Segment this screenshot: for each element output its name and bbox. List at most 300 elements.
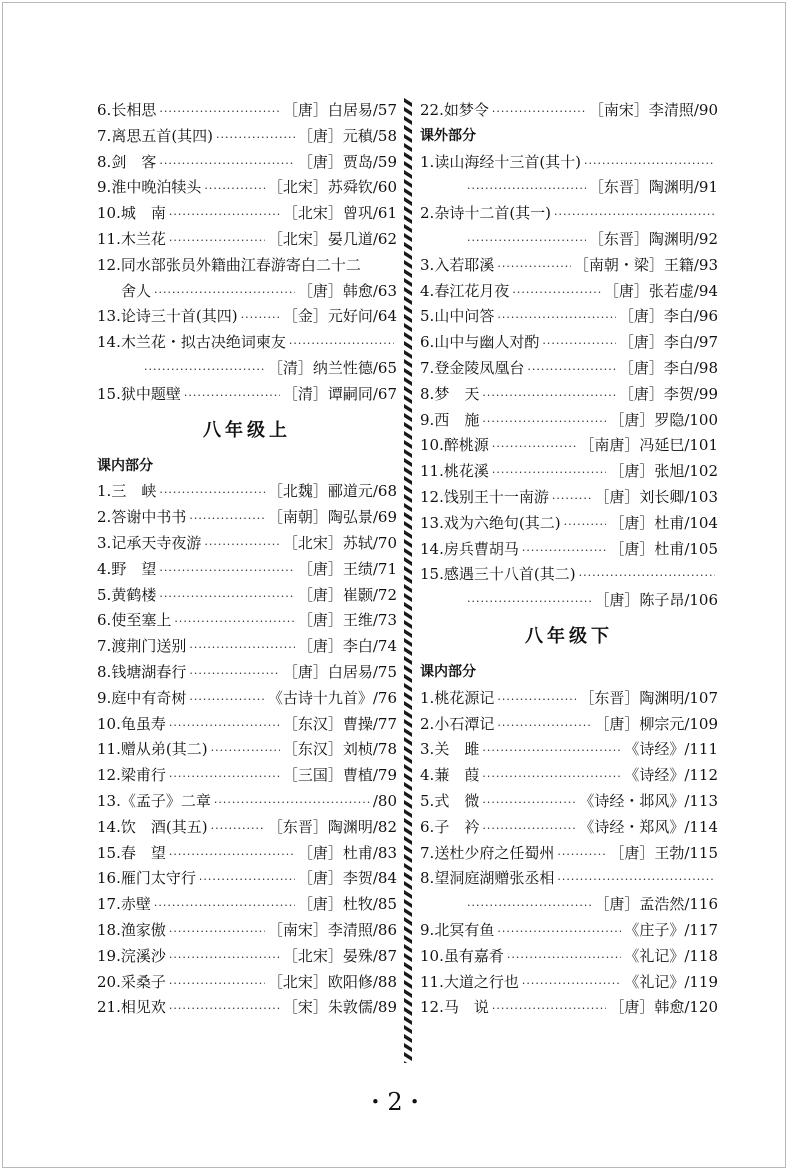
entry-source-page: ［唐］元稹/58 bbox=[297, 126, 397, 145]
rope-segment bbox=[404, 854, 412, 863]
toc-entry-continuation bbox=[420, 588, 718, 614]
toc-entry bbox=[97, 531, 397, 557]
entry-title: 渔家傲 bbox=[120, 920, 166, 939]
toc-entry bbox=[97, 557, 397, 583]
entry-source-page: ［东晋］陶渊明/107 bbox=[579, 688, 718, 707]
entry-title: 如梦令 bbox=[443, 101, 489, 119]
entry-title: 饯别王十一南游 bbox=[443, 487, 549, 506]
entry-source-page: ［北宋］欧阳修/88 bbox=[267, 972, 397, 991]
dot-leader bbox=[204, 176, 265, 202]
entry-title: 钱塘湖春行 bbox=[111, 662, 187, 681]
entry-title: 醉桃源 bbox=[443, 436, 489, 455]
toc-entry bbox=[420, 763, 718, 789]
entry-title: 黄鹤楼 bbox=[111, 585, 157, 604]
entry-source-page: ［唐］崔颢/72 bbox=[297, 585, 397, 604]
rope-segment bbox=[404, 737, 412, 746]
toc-entry bbox=[420, 382, 718, 408]
rope-segment bbox=[404, 638, 412, 647]
entry-source-page: 《礼记》/118 bbox=[624, 946, 718, 965]
dot-leader bbox=[527, 357, 616, 383]
toc-entry bbox=[97, 382, 397, 408]
rope-segment bbox=[404, 548, 412, 557]
entry-number: 5. bbox=[420, 791, 435, 810]
toc-entry bbox=[97, 175, 397, 201]
entry-source-page: ［东晋］陶渊明/92 bbox=[588, 229, 718, 248]
dot-leader bbox=[579, 563, 715, 589]
dot-leader bbox=[199, 867, 295, 893]
entry-source-page: ［三国］曹植/79 bbox=[282, 766, 397, 785]
rope-segment bbox=[404, 692, 412, 701]
dot-leader bbox=[554, 202, 715, 228]
entry-source-page: ［东汉］曹操/77 bbox=[282, 714, 397, 733]
toc-entry bbox=[420, 279, 718, 305]
rope-segment bbox=[404, 485, 412, 494]
toc-entry bbox=[97, 789, 397, 815]
entry-source-page: ［唐］白居易/57 bbox=[282, 101, 397, 119]
entry-number: 20. bbox=[97, 972, 121, 991]
toc-entry bbox=[420, 815, 718, 841]
dot-leader bbox=[289, 331, 394, 357]
toc-entry bbox=[420, 201, 718, 227]
toc-entry bbox=[97, 98, 397, 124]
rope-segment bbox=[404, 1016, 412, 1025]
entry-number: 11. bbox=[420, 972, 444, 991]
entry-number: 5. bbox=[420, 307, 435, 326]
dot-leader bbox=[216, 125, 295, 151]
toc-entry bbox=[97, 608, 397, 634]
entry-title: 梁甫行 bbox=[120, 766, 166, 785]
entry-title: 杂诗十二首(其一) bbox=[434, 204, 552, 223]
entry-title: 蒹 葭 bbox=[434, 766, 480, 785]
entry-title: 剑 客 bbox=[111, 152, 157, 171]
entry-source-page: ［唐］李贺/84 bbox=[297, 869, 397, 888]
rope-segment bbox=[404, 629, 412, 638]
entry-title: 式 微 bbox=[434, 791, 480, 810]
entry-source-page: ［清］谭嗣同/67 bbox=[282, 384, 397, 403]
entry-title: 望洞庭湖赠张丞相 bbox=[434, 869, 555, 888]
section-heading: 课外部分 bbox=[420, 127, 476, 144]
dot-leader bbox=[189, 687, 265, 713]
rope-segment bbox=[404, 989, 412, 998]
entry-source-page: ［唐］罗隐/100 bbox=[609, 410, 718, 429]
dot-leader bbox=[189, 661, 280, 687]
toc-entry bbox=[97, 866, 397, 892]
rope-segment bbox=[404, 539, 412, 548]
dot-leader bbox=[552, 486, 591, 512]
dot-leader bbox=[497, 713, 591, 739]
rope-segment bbox=[404, 404, 412, 413]
rope-segment bbox=[404, 440, 412, 449]
page-number: ・2・ bbox=[363, 1088, 427, 1116]
entry-number: 3. bbox=[420, 740, 435, 759]
entry-source-page: ［唐］张旭/102 bbox=[609, 462, 718, 481]
entry-number: 10. bbox=[97, 714, 121, 733]
entry-number: 1. bbox=[420, 688, 435, 707]
dot-leader bbox=[159, 558, 295, 584]
rope-segment bbox=[404, 908, 412, 917]
toc-entry bbox=[420, 459, 718, 485]
dot-leader bbox=[497, 305, 616, 331]
toc-entry bbox=[97, 634, 397, 660]
entry-source-page: ［唐］白居易/75 bbox=[282, 662, 397, 681]
entry-number: 6. bbox=[420, 333, 435, 352]
rope-segment bbox=[404, 674, 412, 683]
entry-title: 马 说 bbox=[443, 998, 489, 1017]
entry-source-page: 《诗经・邶风》/113 bbox=[579, 791, 718, 810]
rope-segment bbox=[404, 251, 412, 260]
rope-segment bbox=[404, 521, 412, 530]
toc-entry bbox=[420, 995, 718, 1021]
rope-segment bbox=[404, 206, 412, 215]
entry-title: 西 施 bbox=[434, 410, 480, 429]
toc-entry bbox=[420, 944, 718, 970]
entry-title: 答谢中书书 bbox=[111, 508, 187, 527]
entry-title: 赤壁 bbox=[120, 895, 151, 914]
entry-source-page: ［唐］王勃/115 bbox=[609, 843, 718, 862]
entry-title: 舍人 bbox=[121, 281, 152, 300]
entry-source-page: ［南朝］陶弘景/69 bbox=[267, 508, 397, 527]
entry-number: 6. bbox=[97, 101, 112, 119]
toc-entry bbox=[97, 995, 397, 1021]
dot-leader bbox=[169, 713, 280, 739]
entry-number: 12. bbox=[420, 998, 444, 1017]
entry-source-page: ［唐］李白/96 bbox=[618, 307, 718, 326]
toc-entry bbox=[97, 918, 397, 944]
toc-entry bbox=[420, 356, 718, 382]
rope-segment bbox=[404, 395, 412, 404]
rope-segment bbox=[404, 917, 412, 926]
entry-title: 春江花月夜 bbox=[434, 281, 510, 300]
entry-title: 北冥有鱼 bbox=[434, 920, 495, 939]
dot-leader bbox=[184, 383, 280, 409]
rope-segment bbox=[404, 647, 412, 656]
entry-source-page: ［唐］杜牧/85 bbox=[297, 895, 397, 914]
dot-leader bbox=[507, 945, 621, 971]
rope-segment bbox=[404, 746, 412, 755]
toc-entry bbox=[420, 253, 718, 279]
entry-title: 野 望 bbox=[111, 559, 157, 578]
rope-segment bbox=[404, 224, 412, 233]
entry-number: 3. bbox=[97, 533, 112, 552]
rope-segment bbox=[404, 278, 412, 287]
rope-segment bbox=[404, 872, 412, 881]
toc-entry bbox=[97, 944, 397, 970]
dot-leader bbox=[522, 538, 606, 564]
rope-segment bbox=[404, 359, 412, 368]
rope-segment bbox=[404, 1061, 412, 1063]
entry-number: 10. bbox=[97, 204, 121, 223]
entry-number: 11. bbox=[97, 740, 121, 759]
entry-number: 12. bbox=[97, 766, 121, 785]
dot-leader bbox=[169, 945, 280, 971]
rope-segment bbox=[404, 962, 412, 971]
entry-source-page: 《庄子》/117 bbox=[624, 920, 718, 939]
entry-title: 登金陵凤凰台 bbox=[434, 358, 525, 377]
rope-segment bbox=[404, 611, 412, 620]
rope-segment bbox=[404, 1052, 412, 1061]
entry-source-page: ［唐］杜甫/83 bbox=[297, 843, 397, 862]
rope-segment bbox=[404, 125, 412, 134]
entry-source-page: ［唐］孟浩然/116 bbox=[594, 895, 718, 914]
rope-segment bbox=[404, 1025, 412, 1034]
toc-entry bbox=[97, 330, 397, 356]
entry-source-page: ［北魏］郦道元/68 bbox=[267, 482, 397, 501]
entry-source-page: ［唐］杜甫/105 bbox=[609, 539, 718, 558]
entry-number: 17. bbox=[97, 895, 121, 914]
toc-entry-continuation bbox=[420, 227, 718, 253]
dot-leader bbox=[169, 764, 280, 790]
toc-entry bbox=[97, 737, 397, 763]
entry-source-page: ［唐］王维/73 bbox=[297, 611, 397, 630]
entry-number: 2. bbox=[97, 508, 112, 527]
rope-segment bbox=[404, 269, 412, 278]
rope-segment bbox=[404, 116, 412, 125]
entry-source-page: ［南宋］李清照/90 bbox=[588, 101, 718, 119]
rope-segment bbox=[404, 557, 412, 566]
entry-title: 赠从弟(其二) bbox=[120, 740, 208, 759]
toc-entry bbox=[97, 815, 397, 841]
rope-segment bbox=[404, 584, 412, 593]
rope-segment bbox=[404, 782, 412, 791]
rope-segment bbox=[404, 260, 412, 269]
dot-leader bbox=[497, 919, 621, 945]
toc-entry bbox=[97, 253, 397, 279]
entry-source-page: ［东晋］陶渊明/82 bbox=[267, 817, 397, 836]
entry-number: 4. bbox=[97, 559, 112, 578]
dot-leader bbox=[467, 893, 591, 919]
dot-leader bbox=[497, 687, 576, 713]
rope-segment bbox=[404, 980, 412, 989]
dot-leader bbox=[204, 532, 280, 558]
toc-entry bbox=[420, 866, 718, 892]
rope-segment bbox=[404, 476, 412, 485]
entry-source-page: ［北宋］曾巩/61 bbox=[282, 204, 397, 223]
entry-title: 离思五首(其四) bbox=[111, 126, 214, 145]
entry-source-page: ［金］元好问/64 bbox=[282, 307, 397, 326]
grade-heading: 八年级上 bbox=[203, 419, 291, 441]
toc-entry bbox=[420, 789, 718, 815]
toc-entry bbox=[420, 562, 718, 588]
entry-number: 8. bbox=[97, 152, 112, 171]
entry-title: 关 雎 bbox=[434, 740, 480, 759]
rope-segment bbox=[404, 287, 412, 296]
entry-title: 相见欢 bbox=[120, 998, 166, 1017]
rope-segment bbox=[404, 845, 412, 854]
rope-segment bbox=[404, 935, 412, 944]
entry-number: 15. bbox=[97, 843, 121, 862]
entry-source-page: ［唐］李贺/99 bbox=[618, 384, 718, 403]
rope-segment bbox=[404, 719, 412, 728]
rope-segment bbox=[404, 1043, 412, 1052]
toc-entry-continuation bbox=[97, 356, 397, 382]
rope-segment bbox=[404, 863, 412, 872]
toc-entry bbox=[97, 150, 397, 176]
entry-number: 7. bbox=[420, 843, 435, 862]
entry-number: 8. bbox=[420, 384, 435, 403]
entry-number: 16. bbox=[97, 869, 121, 888]
dot-leader bbox=[557, 842, 606, 868]
toc-entry bbox=[97, 583, 397, 609]
rope-segment bbox=[404, 575, 412, 584]
entry-title: 山中问答 bbox=[434, 307, 495, 326]
entry-title: 小石潭记 bbox=[434, 714, 495, 733]
rope-segment bbox=[404, 107, 412, 116]
entry-title: 《孟子》二章 bbox=[120, 791, 211, 810]
rope-segment bbox=[404, 944, 412, 953]
dot-leader bbox=[169, 842, 295, 868]
dot-leader bbox=[169, 919, 265, 945]
dot-leader bbox=[174, 609, 295, 635]
toc-entry bbox=[97, 970, 397, 996]
entry-title: 使至塞上 bbox=[111, 611, 172, 630]
dot-leader bbox=[159, 151, 295, 177]
rope-segment bbox=[404, 890, 412, 899]
rope-segment bbox=[404, 314, 412, 323]
toc-entry-continuation bbox=[420, 892, 718, 918]
rope-segment bbox=[404, 368, 412, 377]
toc-entry bbox=[97, 304, 397, 330]
rope-segment bbox=[404, 1007, 412, 1016]
entry-number: 5. bbox=[97, 585, 112, 604]
entry-source-page: ［唐］陈子昂/106 bbox=[594, 591, 718, 610]
entry-source-page: ［唐］柳宗元/109 bbox=[594, 714, 718, 733]
dot-leader bbox=[189, 506, 265, 532]
rope-segment bbox=[404, 377, 412, 386]
dot-leader bbox=[169, 996, 280, 1022]
entry-number: 1. bbox=[420, 152, 435, 171]
entry-source-page: /80 bbox=[372, 791, 397, 810]
entry-title: 春 望 bbox=[120, 843, 166, 862]
entry-number: 15. bbox=[420, 565, 444, 584]
entry-number: 12. bbox=[420, 487, 444, 506]
entry-source-page: ［宋］朱敦儒/89 bbox=[282, 998, 397, 1017]
entry-number: 2. bbox=[420, 714, 435, 733]
toc-entry bbox=[420, 537, 718, 563]
entry-title: 长相思 bbox=[111, 101, 157, 119]
entry-number: 13. bbox=[420, 513, 444, 532]
entry-source-page: 《古诗十九首》/76 bbox=[267, 688, 397, 707]
rope-segment bbox=[404, 215, 412, 224]
rope-segment bbox=[404, 512, 412, 521]
entry-number: 13. bbox=[97, 307, 121, 326]
entry-source-page: 《礼记》/119 bbox=[624, 972, 718, 991]
dot-leader bbox=[584, 151, 715, 177]
rope-segment bbox=[404, 827, 412, 836]
toc-entry bbox=[97, 479, 397, 505]
entry-number: 9. bbox=[97, 688, 112, 707]
toc-entry bbox=[97, 841, 397, 867]
dot-leader bbox=[159, 584, 295, 610]
rope-segment bbox=[404, 170, 412, 179]
entry-number: 4. bbox=[420, 281, 435, 300]
rope-segment bbox=[404, 449, 412, 458]
entry-source-page: ［南宋］李清照/86 bbox=[267, 920, 397, 939]
rope-segment bbox=[404, 593, 412, 602]
rope-segment bbox=[404, 656, 412, 665]
entry-title: 淮中晚泊犊头 bbox=[111, 178, 202, 197]
entry-source-page: ［唐］韩愈/63 bbox=[297, 281, 397, 300]
entry-number: 15. bbox=[97, 384, 121, 403]
rope-segment bbox=[404, 503, 412, 512]
rope-segment bbox=[404, 152, 412, 161]
toc-entry bbox=[420, 841, 718, 867]
column-divider bbox=[403, 98, 413, 1063]
entry-title: 梦 天 bbox=[434, 384, 480, 403]
entry-title: 桃花源记 bbox=[434, 688, 495, 707]
dot-leader bbox=[154, 280, 295, 306]
rope-segment bbox=[404, 998, 412, 1007]
entry-number: 11. bbox=[420, 462, 444, 481]
entry-title: 城 南 bbox=[120, 204, 166, 223]
rope-segment bbox=[404, 971, 412, 980]
rope-segment bbox=[404, 728, 412, 737]
dot-leader bbox=[169, 971, 265, 997]
dot-leader bbox=[492, 460, 606, 486]
toc-entry bbox=[97, 660, 397, 686]
dot-leader bbox=[482, 738, 621, 764]
toc-entry bbox=[420, 330, 718, 356]
dot-leader bbox=[169, 202, 280, 228]
toc-entry-continuation bbox=[420, 175, 718, 201]
dot-leader bbox=[482, 764, 621, 790]
dot-leader bbox=[512, 280, 601, 306]
entry-number: 13. bbox=[97, 791, 121, 810]
rope-segment bbox=[404, 530, 412, 539]
rope-segment bbox=[404, 494, 412, 503]
dot-leader bbox=[482, 816, 576, 842]
rope-segment bbox=[404, 809, 412, 818]
toc-entry bbox=[420, 98, 718, 124]
entry-title: 山中与幽人对酌 bbox=[434, 333, 540, 352]
entry-title: 论诗三十首(其四) bbox=[120, 307, 238, 326]
entry-title: 庭中有奇树 bbox=[111, 688, 187, 707]
rope-segment bbox=[404, 602, 412, 611]
entry-source-page: ［北宋］苏轼/70 bbox=[282, 533, 397, 552]
entry-title: 渡荆门送别 bbox=[111, 637, 187, 656]
rope-segment bbox=[404, 791, 412, 800]
dot-leader bbox=[159, 480, 265, 506]
entry-title: 浣溪沙 bbox=[120, 946, 166, 965]
dot-leader bbox=[467, 176, 586, 202]
rope-segment bbox=[404, 458, 412, 467]
entry-title: 三 峡 bbox=[111, 482, 157, 501]
rope-segment bbox=[404, 332, 412, 341]
entry-source-page: ［唐］王绩/71 bbox=[297, 559, 397, 578]
rope-segment bbox=[404, 341, 412, 350]
entry-source-page: ［唐］贾岛/59 bbox=[297, 152, 397, 171]
rope-segment bbox=[404, 305, 412, 314]
toc-left-column bbox=[97, 98, 397, 1021]
rope-segment bbox=[404, 710, 412, 719]
dot-leader bbox=[482, 790, 576, 816]
toc-entry bbox=[420, 433, 718, 459]
rope-segment bbox=[404, 197, 412, 206]
rope-segment bbox=[404, 953, 412, 962]
entry-source-page: 《诗经》/111 bbox=[624, 740, 718, 759]
dot-leader bbox=[211, 738, 280, 764]
rope-segment bbox=[404, 683, 412, 692]
entry-source-page: ［唐］张若虚/94 bbox=[603, 281, 718, 300]
entry-number: 10. bbox=[420, 436, 444, 455]
entry-title: 木兰花・拟古决绝词柬友 bbox=[120, 333, 286, 352]
entry-title: 大道之行也 bbox=[443, 972, 519, 991]
rope-segment bbox=[404, 386, 412, 395]
entry-number: 7. bbox=[97, 637, 112, 656]
entry-number: 3. bbox=[420, 255, 435, 274]
rope-segment bbox=[404, 773, 412, 782]
rope-segment bbox=[404, 413, 412, 422]
rope-segment bbox=[404, 242, 412, 251]
